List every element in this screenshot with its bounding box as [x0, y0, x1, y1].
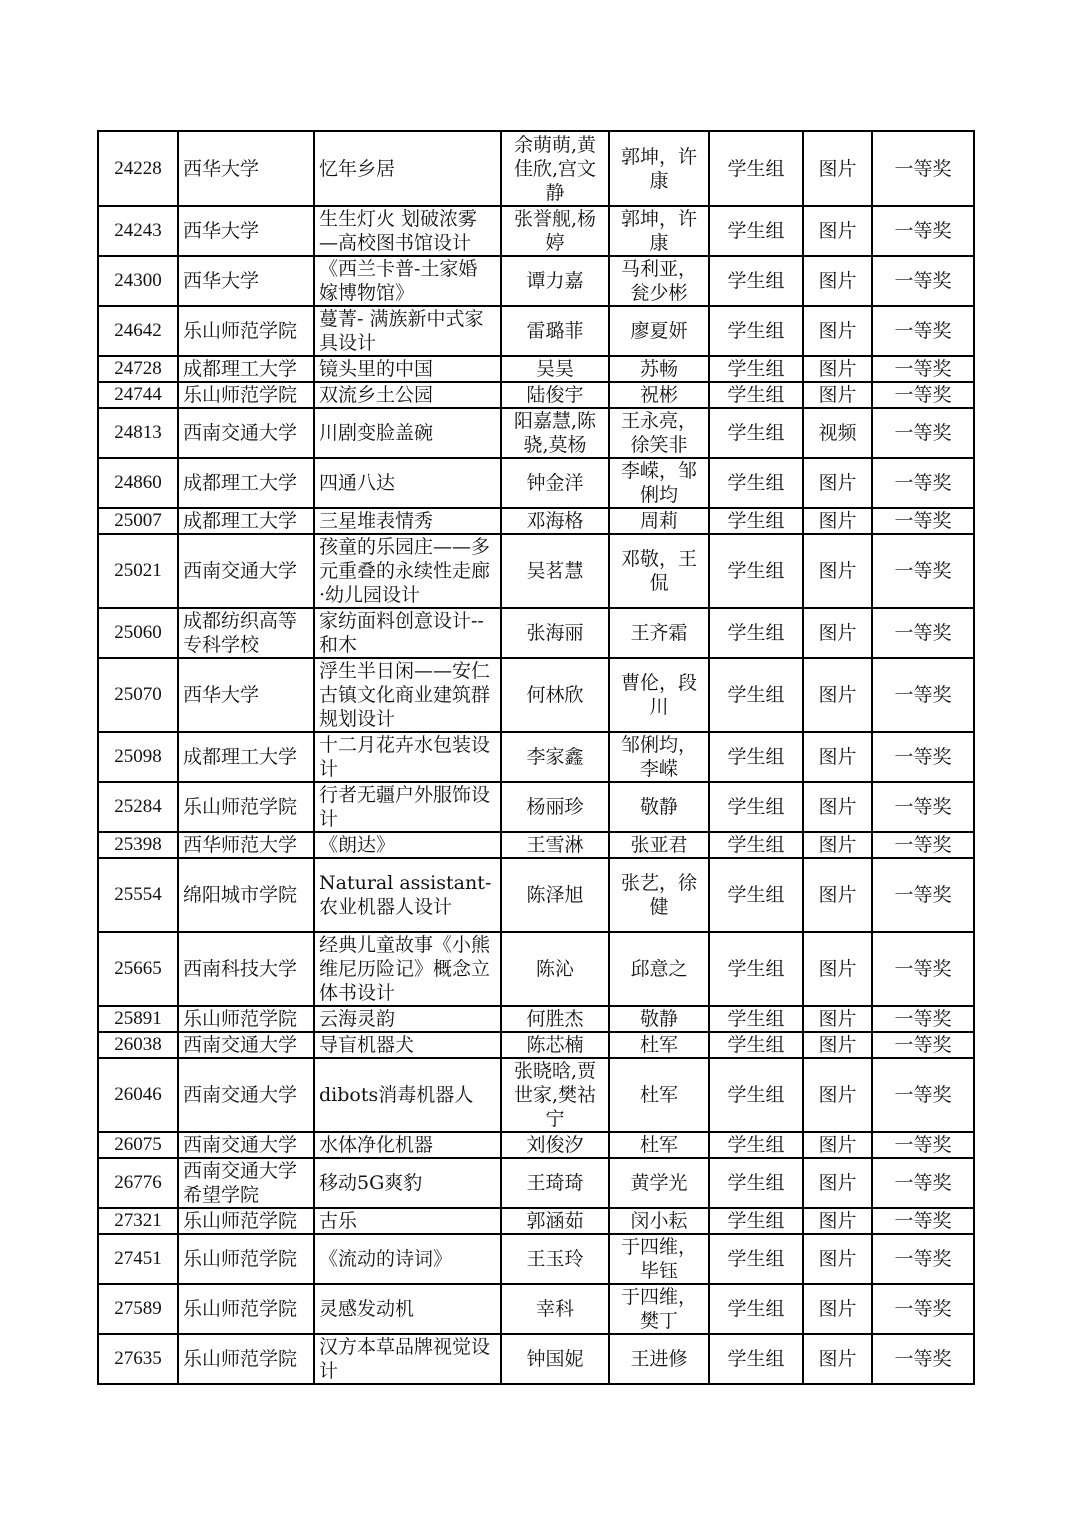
cell-authors: 杨丽珍: [501, 782, 609, 832]
cell-authors: 吴昊: [501, 356, 609, 382]
cell-group: 学生组: [709, 382, 803, 408]
cell-work-title: 《朗达》: [314, 832, 501, 858]
table-row: [98, 458, 974, 508]
cell-type: 图片: [803, 1058, 872, 1132]
cell-authors: 陈芯楠: [501, 1032, 609, 1058]
cell-work-title: 三星堆表情秀: [314, 508, 501, 534]
cell-prize: 一等奖: [872, 1032, 974, 1058]
cell-type: 图片: [803, 658, 872, 732]
cell-work-title: 镜头里的中国: [314, 356, 501, 382]
cell-work-title: 生生灯火 划破浓雾—高校图书馆设计: [314, 206, 501, 256]
cell-work-title: 古乐: [314, 1208, 501, 1234]
table-row: [98, 1334, 974, 1384]
cell-group: 学生组: [709, 932, 803, 1006]
cell-advisors: 郭坤，许康: [609, 131, 709, 206]
cell-group: 学生组: [709, 206, 803, 256]
cell-id: 25665: [98, 932, 178, 1006]
cell-type: 视频: [803, 408, 872, 458]
cell-school: 西华大学: [178, 206, 314, 256]
cell-group: 学生组: [709, 832, 803, 858]
cell-advisors: 王进修: [609, 1334, 709, 1384]
cell-group: 学生组: [709, 1234, 803, 1284]
cell-type: 图片: [803, 1208, 872, 1234]
cell-authors: 郭涵茹: [501, 1208, 609, 1234]
cell-group: 学生组: [709, 534, 803, 608]
cell-school: 乐山师范学院: [178, 1284, 314, 1334]
cell-authors: 谭力嘉: [501, 256, 609, 306]
cell-work-title: 汉方本草品牌视觉设计: [314, 1334, 501, 1384]
cell-advisors: 杜军: [609, 1058, 709, 1132]
cell-id: 25021: [98, 534, 178, 608]
cell-advisors: 王齐霜: [609, 608, 709, 658]
table-row: [98, 1284, 974, 1334]
cell-school: 西南交通大学: [178, 1132, 314, 1158]
cell-type: 图片: [803, 256, 872, 306]
table-row: [98, 1058, 974, 1132]
cell-school: 西华大学: [178, 658, 314, 732]
cell-prize: 一等奖: [872, 832, 974, 858]
cell-work-title: 经典儿童故事《小熊维尼历险记》概念立体书设计: [314, 932, 501, 1006]
cell-group: 学生组: [709, 408, 803, 458]
cell-school: 西南交通大学: [178, 1058, 314, 1132]
cell-advisors: 王永亮，徐笑非: [609, 408, 709, 458]
cell-authors: 王玉玲: [501, 1234, 609, 1284]
cell-group: 学生组: [709, 858, 803, 932]
cell-school: 西南交通大学: [178, 534, 314, 608]
cell-type: 图片: [803, 356, 872, 382]
cell-advisors: 邓敬，王侃: [609, 534, 709, 608]
cell-advisors: 敬静: [609, 782, 709, 832]
cell-authors: 张誉舰,杨婷: [501, 206, 609, 256]
cell-group: 学生组: [709, 356, 803, 382]
cell-type: 图片: [803, 382, 872, 408]
cell-group: 学生组: [709, 732, 803, 782]
cell-prize: 一等奖: [872, 382, 974, 408]
cell-advisors: 敬静: [609, 1006, 709, 1032]
cell-prize: 一等奖: [872, 1158, 974, 1208]
cell-authors: 李家鑫: [501, 732, 609, 782]
cell-work-title: dibots消毒机器人: [314, 1058, 501, 1132]
table-row: [98, 356, 974, 382]
cell-advisors: 苏畅: [609, 356, 709, 382]
cell-type: 图片: [803, 832, 872, 858]
cell-group: 学生组: [709, 256, 803, 306]
cell-school: 成都纺织高等专科学校: [178, 608, 314, 658]
cell-prize: 一等奖: [872, 256, 974, 306]
cell-school: 成都理工大学: [178, 732, 314, 782]
cell-id: 26776: [98, 1158, 178, 1208]
cell-school: 成都理工大学: [178, 508, 314, 534]
cell-advisors: 祝彬: [609, 382, 709, 408]
table-row: [98, 206, 974, 256]
table-row: [98, 658, 974, 732]
awards-table: [97, 130, 975, 1385]
cell-advisors: 邱意之: [609, 932, 709, 1006]
cell-id: 24642: [98, 306, 178, 356]
cell-prize: 一等奖: [872, 458, 974, 508]
cell-type: 图片: [803, 1158, 872, 1208]
cell-school: 乐山师范学院: [178, 1208, 314, 1234]
cell-school: 西南交通大学希望学院: [178, 1158, 314, 1208]
cell-id: 25398: [98, 832, 178, 858]
cell-id: 25284: [98, 782, 178, 832]
table-row: [98, 1006, 974, 1032]
cell-advisors: 周莉: [609, 508, 709, 534]
cell-authors: 王雪淋: [501, 832, 609, 858]
cell-prize: 一等奖: [872, 732, 974, 782]
cell-id: 24813: [98, 408, 178, 458]
cell-prize: 一等奖: [872, 1132, 974, 1158]
cell-group: 学生组: [709, 131, 803, 206]
cell-prize: 一等奖: [872, 858, 974, 932]
table-row: [98, 1132, 974, 1158]
cell-type: 图片: [803, 858, 872, 932]
table-row: [98, 1234, 974, 1284]
cell-school: 乐山师范学院: [178, 306, 314, 356]
cell-authors: 余萌萌,黄佳欣,宫文静: [501, 131, 609, 206]
cell-group: 学生组: [709, 1284, 803, 1334]
cell-group: 学生组: [709, 1158, 803, 1208]
cell-advisors: 杜军: [609, 1132, 709, 1158]
cell-type: 图片: [803, 932, 872, 1006]
cell-school: 乐山师范学院: [178, 1234, 314, 1284]
table-row: [98, 932, 974, 1006]
cell-prize: 一等奖: [872, 408, 974, 458]
cell-advisors: 邹俐均，李嵘: [609, 732, 709, 782]
cell-work-title: 忆年乡居: [314, 131, 501, 206]
cell-school: 成都理工大学: [178, 458, 314, 508]
cell-work-title: 孩童的乐园庄——多元重叠的永续性走廊·幼儿园设计: [314, 534, 501, 608]
cell-prize: 一等奖: [872, 131, 974, 206]
cell-type: 图片: [803, 1006, 872, 1032]
cell-advisors: 马利亚，瓮少彬: [609, 256, 709, 306]
cell-work-title: 川剧变脸盖碗: [314, 408, 501, 458]
cell-work-title: 云海灵韵: [314, 1006, 501, 1032]
cell-authors: 何林欣: [501, 658, 609, 732]
cell-prize: 一等奖: [872, 782, 974, 832]
cell-id: 26038: [98, 1032, 178, 1058]
cell-type: 图片: [803, 306, 872, 356]
cell-authors: 陆俊宇: [501, 382, 609, 408]
cell-id: 24860: [98, 458, 178, 508]
cell-advisors: 杜军: [609, 1032, 709, 1058]
cell-school: 西华大学: [178, 256, 314, 306]
cell-advisors: 李嵘，邹俐均: [609, 458, 709, 508]
table-row: [98, 382, 974, 408]
cell-prize: 一等奖: [872, 1058, 974, 1132]
table-row: [98, 608, 974, 658]
cell-authors: 刘俊汐: [501, 1132, 609, 1158]
cell-work-title: 灵感发动机: [314, 1284, 501, 1334]
cell-group: 学生组: [709, 458, 803, 508]
cell-work-title: 双流乡土公园: [314, 382, 501, 408]
cell-id: 25554: [98, 858, 178, 932]
cell-advisors: 张艺，徐健: [609, 858, 709, 932]
table-row: [98, 858, 974, 932]
cell-school: 西华大学: [178, 131, 314, 206]
cell-id: 25891: [98, 1006, 178, 1032]
cell-type: 图片: [803, 608, 872, 658]
cell-type: 图片: [803, 534, 872, 608]
cell-school: 乐山师范学院: [178, 782, 314, 832]
table-body: [98, 131, 974, 1384]
cell-prize: 一等奖: [872, 932, 974, 1006]
cell-prize: 一等奖: [872, 1234, 974, 1284]
cell-id: 25060: [98, 608, 178, 658]
cell-id: 25007: [98, 508, 178, 534]
cell-work-title: 四通八达: [314, 458, 501, 508]
cell-type: 图片: [803, 1132, 872, 1158]
table-row: [98, 732, 974, 782]
cell-type: 图片: [803, 782, 872, 832]
cell-authors: 邓海格: [501, 508, 609, 534]
cell-advisors: 张亚君: [609, 832, 709, 858]
cell-work-title: 家纺面料创意设计--和木: [314, 608, 501, 658]
cell-type: 图片: [803, 458, 872, 508]
cell-group: 学生组: [709, 1334, 803, 1384]
cell-prize: 一等奖: [872, 1208, 974, 1234]
cell-type: 图片: [803, 1234, 872, 1284]
cell-group: 学生组: [709, 508, 803, 534]
table-row: [98, 408, 974, 458]
cell-id: 25098: [98, 732, 178, 782]
cell-school: 乐山师范学院: [178, 382, 314, 408]
cell-id: 24744: [98, 382, 178, 408]
cell-authors: 王琦琦: [501, 1158, 609, 1208]
cell-work-title: 浮生半日闲——安仁古镇文化商业建筑群规划设计: [314, 658, 501, 732]
cell-type: 图片: [803, 1032, 872, 1058]
cell-authors: 何胜杰: [501, 1006, 609, 1032]
cell-advisors: 黄学光: [609, 1158, 709, 1208]
table-row: [98, 1208, 974, 1234]
cell-id: 27589: [98, 1284, 178, 1334]
cell-authors: 幸科: [501, 1284, 609, 1334]
cell-authors: 陈泽旭: [501, 858, 609, 932]
cell-prize: 一等奖: [872, 1334, 974, 1384]
cell-authors: 钟金洋: [501, 458, 609, 508]
cell-prize: 一等奖: [872, 1284, 974, 1334]
cell-school: 西南交通大学: [178, 1032, 314, 1058]
cell-prize: 一等奖: [872, 356, 974, 382]
cell-school: 成都理工大学: [178, 356, 314, 382]
cell-school: 乐山师范学院: [178, 1006, 314, 1032]
cell-work-title: Natural assistant-农业机器人设计: [314, 858, 501, 932]
cell-type: 图片: [803, 1334, 872, 1384]
cell-group: 学生组: [709, 1208, 803, 1234]
cell-group: 学生组: [709, 1032, 803, 1058]
cell-group: 学生组: [709, 1006, 803, 1032]
cell-prize: 一等奖: [872, 534, 974, 608]
table-row: [98, 256, 974, 306]
cell-id: 24228: [98, 131, 178, 206]
table-row: [98, 1158, 974, 1208]
cell-authors: 吴茗慧: [501, 534, 609, 608]
cell-id: 27451: [98, 1234, 178, 1284]
cell-advisors: 廖夏妍: [609, 306, 709, 356]
table-row: [98, 131, 974, 206]
cell-prize: 一等奖: [872, 206, 974, 256]
cell-prize: 一等奖: [872, 508, 974, 534]
cell-advisors: 于四维，樊丁: [609, 1284, 709, 1334]
cell-authors: 陈沁: [501, 932, 609, 1006]
cell-id: 24728: [98, 356, 178, 382]
cell-prize: 一等奖: [872, 1006, 974, 1032]
cell-group: 学生组: [709, 658, 803, 732]
cell-id: 27321: [98, 1208, 178, 1234]
cell-type: 图片: [803, 508, 872, 534]
cell-prize: 一等奖: [872, 658, 974, 732]
cell-work-title: 《西兰卡普-土家婚嫁博物馆》: [314, 256, 501, 306]
table-row: [98, 782, 974, 832]
table-row: [98, 832, 974, 858]
cell-authors: 雷璐菲: [501, 306, 609, 356]
cell-authors: 张海丽: [501, 608, 609, 658]
cell-group: 学生组: [709, 608, 803, 658]
cell-authors: 钟国妮: [501, 1334, 609, 1384]
cell-id: 24300: [98, 256, 178, 306]
cell-id: 24243: [98, 206, 178, 256]
cell-work-title: 蔓菁- 满族新中式家具设计: [314, 306, 501, 356]
cell-school: 绵阳城市学院: [178, 858, 314, 932]
cell-id: 25070: [98, 658, 178, 732]
cell-prize: 一等奖: [872, 306, 974, 356]
cell-advisors: 郭坤，许康: [609, 206, 709, 256]
cell-prize: 一等奖: [872, 608, 974, 658]
cell-id: 26046: [98, 1058, 178, 1132]
cell-advisors: 曹伦，段川: [609, 658, 709, 732]
cell-work-title: 移动5G爽豹: [314, 1158, 501, 1208]
cell-work-title: 十二月花卉水包装设计: [314, 732, 501, 782]
cell-id: 26075: [98, 1132, 178, 1158]
cell-work-title: 《流动的诗词》: [314, 1234, 501, 1284]
cell-school: 西华师范大学: [178, 832, 314, 858]
cell-type: 图片: [803, 206, 872, 256]
cell-authors: 阳嘉慧,陈骁,莫杨: [501, 408, 609, 458]
cell-school: 西南交通大学: [178, 408, 314, 458]
cell-group: 学生组: [709, 306, 803, 356]
cell-type: 图片: [803, 131, 872, 206]
cell-type: 图片: [803, 1284, 872, 1334]
cell-group: 学生组: [709, 1132, 803, 1158]
table-row: [98, 1032, 974, 1058]
cell-group: 学生组: [709, 1058, 803, 1132]
cell-school: 乐山师范学院: [178, 1334, 314, 1384]
cell-type: 图片: [803, 732, 872, 782]
cell-advisors: 于四维，毕钰: [609, 1234, 709, 1284]
table-row: [98, 508, 974, 534]
table-row: [98, 306, 974, 356]
cell-id: 27635: [98, 1334, 178, 1384]
cell-authors: 张晓晗,贾世家,樊祜宁: [501, 1058, 609, 1132]
cell-advisors: 闵小耘: [609, 1208, 709, 1234]
cell-work-title: 水体净化机器: [314, 1132, 501, 1158]
cell-work-title: 导盲机器犬: [314, 1032, 501, 1058]
cell-group: 学生组: [709, 782, 803, 832]
table-row: [98, 534, 974, 608]
cell-school: 西南科技大学: [178, 932, 314, 1006]
cell-work-title: 行者无疆户外服饰设计: [314, 782, 501, 832]
